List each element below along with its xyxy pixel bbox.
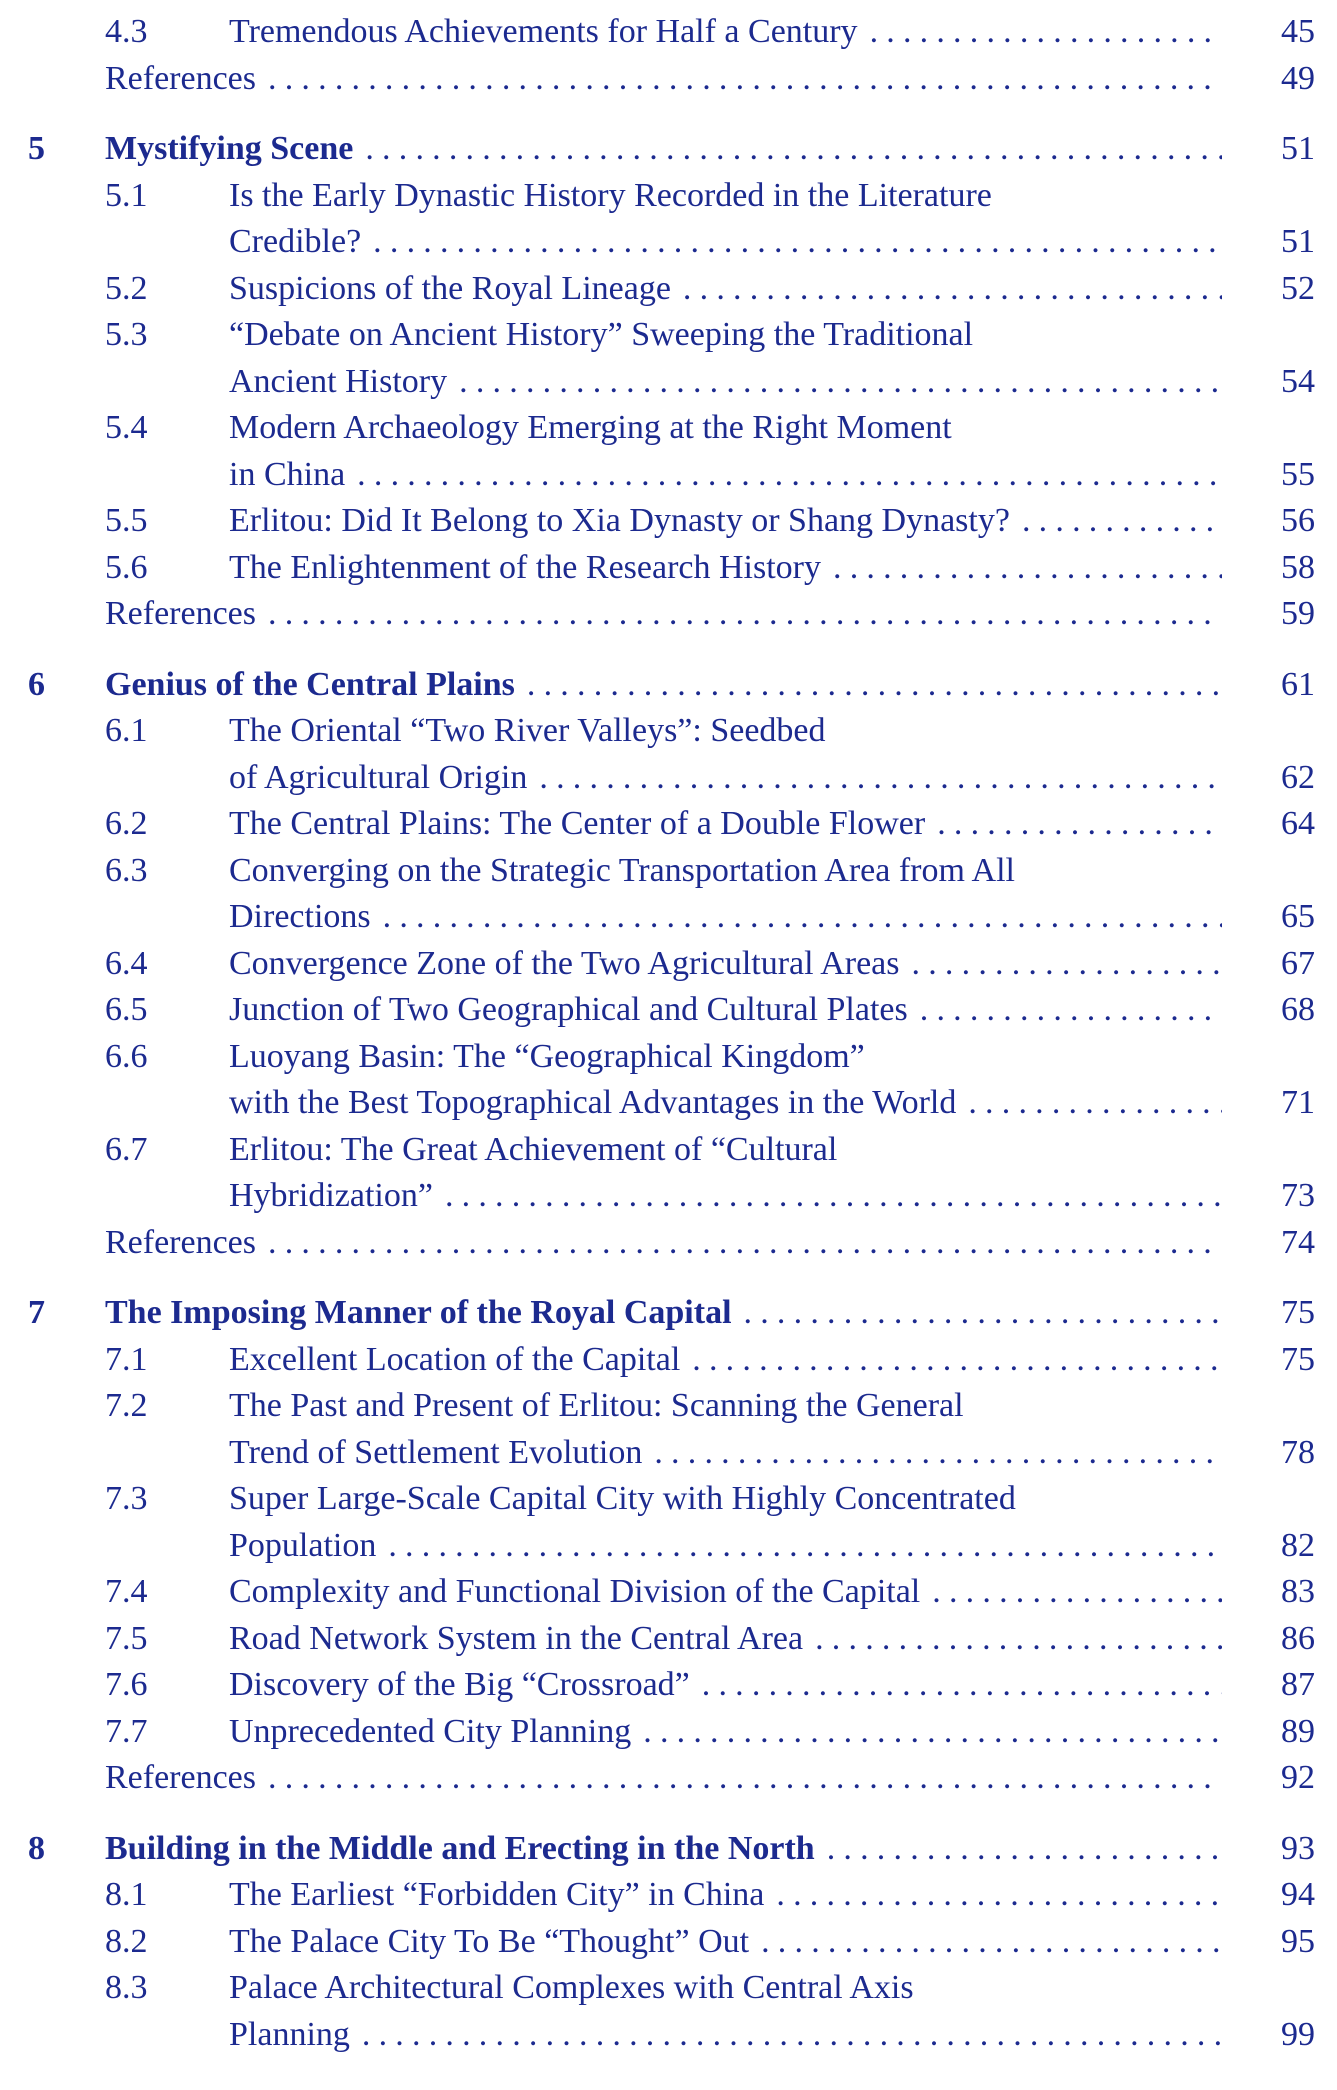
entry-title-text: Hybridization” xyxy=(229,1177,433,1214)
dot-leader xyxy=(956,1083,1222,1123)
section-entry[interactable] xyxy=(0,176,1337,216)
chapter-entry[interactable] xyxy=(0,1293,1337,1333)
section-entry[interactable] xyxy=(0,851,1337,891)
entry-title-text: The Enlightenment of the Research History xyxy=(229,549,821,586)
section-entry[interactable] xyxy=(0,711,1337,751)
entry-title-line xyxy=(229,501,1222,541)
entry-title-line xyxy=(229,1619,1222,1659)
page-number: 87 xyxy=(1281,1666,1315,1703)
section-number: 5.4 xyxy=(105,409,148,446)
chapter-entry[interactable] xyxy=(0,1829,1337,1869)
section-entry[interactable] xyxy=(0,269,1337,309)
entry-title-text: The Oriental “Two River Valleys”: Seedbed xyxy=(229,712,826,749)
entry-title-line xyxy=(105,1223,1222,1263)
section-entry[interactable] xyxy=(0,1712,1337,1752)
section-entry[interactable] xyxy=(0,315,1337,355)
entry-title-line xyxy=(229,222,1222,262)
dot-leader xyxy=(527,758,1222,798)
page-number: 99 xyxy=(1281,2016,1315,2053)
dot-leader xyxy=(749,1922,1222,1962)
dot-leader xyxy=(925,804,1222,844)
page-number: 82 xyxy=(1281,1527,1315,1564)
section-entry[interactable] xyxy=(0,1340,1337,1380)
entry-title-line xyxy=(105,1758,1222,1798)
section-number: 5.2 xyxy=(105,270,148,307)
dot-leader xyxy=(371,897,1222,937)
section-number: 8.1 xyxy=(105,1876,148,1913)
entry-title-line xyxy=(229,758,1222,798)
chapter-number: 6 xyxy=(28,666,45,703)
section-number: 7.3 xyxy=(105,1480,148,1517)
dot-leader xyxy=(361,222,1222,262)
entry-title-line xyxy=(229,269,1222,309)
page-number: 67 xyxy=(1281,945,1315,982)
entry-title-line xyxy=(105,59,1222,99)
section-entry-continuation[interactable] xyxy=(0,2015,1337,2055)
entry-title-line xyxy=(229,176,1222,216)
page-number: 74 xyxy=(1281,1224,1315,1261)
section-number: 7.5 xyxy=(105,1620,148,1657)
section-entry[interactable] xyxy=(0,1922,1337,1962)
dot-leader xyxy=(764,1875,1222,1915)
dot-leader xyxy=(821,548,1222,588)
page-number: 92 xyxy=(1281,1759,1315,1796)
entry-title-text: Road Network System in the Central Area xyxy=(229,1620,804,1657)
page-number: 68 xyxy=(1281,991,1315,1028)
entry-title-line xyxy=(229,851,1222,891)
section-entry[interactable] xyxy=(0,804,1337,844)
entry-title-text: Converging on the Strategic Transportation Area from All xyxy=(229,852,1016,889)
page-number: 89 xyxy=(1281,1713,1315,1750)
references-entry[interactable] xyxy=(0,1758,1337,1798)
chapter-entry[interactable] xyxy=(0,129,1337,169)
entry-title-text: The Palace City To Be “Thought” Out xyxy=(229,1923,750,1960)
entry-title-text: Super Large-Scale Capital City with Highly Concentrated xyxy=(229,1480,1016,1517)
section-number: 6.7 xyxy=(105,1131,148,1168)
entry-title-text: “Debate on Ancient History” Sweeping the Traditional xyxy=(229,316,974,353)
dot-leader xyxy=(256,59,1222,99)
section-entry[interactable] xyxy=(0,1665,1337,1705)
page-number: 65 xyxy=(1281,898,1315,935)
entry-title-line xyxy=(229,1433,1222,1473)
page-number: 56 xyxy=(1281,502,1315,539)
section-number: 6.6 xyxy=(105,1038,148,1075)
entry-title-line xyxy=(105,1829,1222,1869)
section-entry[interactable] xyxy=(0,1386,1337,1426)
section-entry[interactable] xyxy=(0,1968,1337,2008)
dot-leader xyxy=(353,129,1222,169)
dot-leader xyxy=(256,1223,1222,1263)
entry-title-line xyxy=(105,129,1222,169)
entry-title-text: The Earliest “Forbidden City” in China xyxy=(229,1876,765,1913)
references-entry[interactable] xyxy=(0,594,1337,634)
dot-leader xyxy=(803,1619,1222,1659)
page-number: 51 xyxy=(1281,130,1315,167)
dot-leader xyxy=(690,1665,1222,1705)
dot-leader xyxy=(345,455,1222,495)
page-number: 71 xyxy=(1281,1084,1315,1121)
section-number: 6.1 xyxy=(105,712,148,749)
entry-title-line xyxy=(229,362,1222,402)
entry-title-text: Trend of Settlement Evolution xyxy=(229,1434,643,1471)
section-entry[interactable] xyxy=(0,548,1337,588)
section-number: 7.6 xyxy=(105,1666,148,1703)
entry-title-text: Planning xyxy=(229,2016,350,2053)
section-entry[interactable] xyxy=(0,12,1337,52)
entry-title-line xyxy=(105,1293,1222,1333)
page-number: 59 xyxy=(1281,595,1315,632)
chapter-entry[interactable] xyxy=(0,665,1337,705)
entry-title-text: Credible? xyxy=(229,223,362,260)
entry-title-text: Complexity and Functional Division of the Capital xyxy=(229,1573,921,1610)
section-entry-continuation[interactable] xyxy=(0,897,1337,937)
entry-title-text: References xyxy=(105,60,257,97)
page-number: 62 xyxy=(1281,759,1315,796)
page-number: 93 xyxy=(1281,1830,1315,1867)
page-number: 95 xyxy=(1281,1923,1315,1960)
section-number: 6.5 xyxy=(105,991,148,1028)
entry-title-text: Palace Architectural Complexes with Central Axis xyxy=(229,1969,914,2006)
section-number: 7.4 xyxy=(105,1573,148,1610)
entry-title-text: Building in the Middle and Erecting in the North xyxy=(105,1830,815,1867)
page-number: 45 xyxy=(1281,13,1315,50)
dot-leader xyxy=(815,1829,1222,1869)
entry-title-text: The Central Plains: The Center of a Double Flower xyxy=(229,805,926,842)
page-number: 52 xyxy=(1281,270,1315,307)
section-entry[interactable] xyxy=(0,944,1337,984)
section-entry-continuation[interactable] xyxy=(0,758,1337,798)
chapter-number: 5 xyxy=(28,130,45,167)
page-number: 49 xyxy=(1281,60,1315,97)
section-entry-continuation[interactable] xyxy=(0,1433,1337,1473)
chapter-number: 8 xyxy=(28,1830,45,1867)
entry-title-text: Population xyxy=(229,1527,377,1564)
entry-title-line xyxy=(229,548,1222,588)
section-entry[interactable] xyxy=(0,990,1337,1030)
page-number: 58 xyxy=(1281,549,1315,586)
section-number: 6.3 xyxy=(105,852,148,889)
entry-title-line xyxy=(229,2015,1222,2055)
dot-leader xyxy=(376,1526,1222,1566)
section-entry-continuation[interactable] xyxy=(0,222,1337,262)
entry-title-line xyxy=(229,1572,1222,1612)
page-number: 73 xyxy=(1281,1177,1315,1214)
references-entry[interactable] xyxy=(0,59,1337,99)
dot-leader xyxy=(515,665,1222,705)
section-number: 8.2 xyxy=(105,1923,148,1960)
entry-title-text: Suspicions of the Royal Lineage xyxy=(229,270,671,307)
section-number: 5.6 xyxy=(105,549,148,586)
entry-title-text: References xyxy=(105,595,257,632)
dot-leader xyxy=(732,1293,1222,1333)
entry-title-line xyxy=(229,1386,1222,1426)
entry-title-text: Convergence Zone of the Two Agricultural Areas xyxy=(229,945,900,982)
page-number: 83 xyxy=(1281,1573,1315,1610)
section-number: 4.3 xyxy=(105,13,148,50)
dot-leader xyxy=(920,1572,1222,1612)
section-number: 6.4 xyxy=(105,945,148,982)
entry-title-text: The Past and Present of Erlitou: Scanning the General xyxy=(229,1387,964,1424)
dot-leader xyxy=(900,944,1222,984)
dot-leader xyxy=(642,1433,1222,1473)
entry-title-line xyxy=(229,711,1222,751)
entry-title-text: References xyxy=(105,1759,257,1796)
page-number: 75 xyxy=(1281,1294,1315,1331)
entry-title-line xyxy=(229,990,1222,1030)
section-number: 6.2 xyxy=(105,805,148,842)
section-entry[interactable] xyxy=(0,1875,1337,1915)
section-number: 7.1 xyxy=(105,1341,148,1378)
entry-title-line xyxy=(229,1526,1222,1566)
entry-title-text: Unprecedented City Planning xyxy=(229,1713,632,1750)
entry-title-text: with the Best Topographical Advantages in the World xyxy=(229,1084,957,1121)
page-number: 78 xyxy=(1281,1434,1315,1471)
entry-title-line xyxy=(229,1083,1222,1123)
entry-title-line xyxy=(229,1922,1222,1962)
section-entry[interactable] xyxy=(0,1619,1337,1659)
dot-leader xyxy=(256,594,1222,634)
section-entry[interactable] xyxy=(0,1479,1337,1519)
dot-leader xyxy=(680,1340,1222,1380)
entry-title-text: Mystifying Scene xyxy=(105,130,354,167)
dot-leader xyxy=(671,269,1222,309)
entry-title-text: in China xyxy=(229,456,346,493)
entry-title-text: Luoyang Basin: The “Geographical Kingdom” xyxy=(229,1038,865,1075)
dot-leader xyxy=(858,12,1222,52)
entry-title-line xyxy=(229,1037,1222,1077)
entry-title-line xyxy=(229,455,1222,495)
entry-title-text: Ancient History xyxy=(229,363,448,400)
section-entry[interactable] xyxy=(0,501,1337,541)
section-number: 7.7 xyxy=(105,1713,148,1750)
entry-title-line xyxy=(229,1712,1222,1752)
page-number: 94 xyxy=(1281,1876,1315,1913)
section-number: 7.2 xyxy=(105,1387,148,1424)
entry-title-line xyxy=(229,804,1222,844)
dot-leader xyxy=(631,1712,1222,1752)
section-entry[interactable] xyxy=(0,408,1337,448)
section-entry[interactable] xyxy=(0,1130,1337,1170)
entry-title-text: of Agricultural Origin xyxy=(229,759,528,796)
entry-title-text: Junction of Two Geographical and Cultural Plates xyxy=(229,991,908,1028)
page-number: 61 xyxy=(1281,666,1315,703)
entry-title-text: Erlitou: The Great Achievement of “Cultural xyxy=(229,1131,838,1168)
entry-title-text: Is the Early Dynastic History Recorded in the Literature xyxy=(229,177,992,214)
entry-title-text: Modern Archaeology Emerging at the Right Moment xyxy=(229,409,952,446)
entry-title-text: Erlitou: Did It Belong to Xia Dynasty or Shang Dynasty? xyxy=(229,502,1010,539)
section-number: 5.1 xyxy=(105,177,148,214)
references-entry[interactable] xyxy=(0,1223,1337,1263)
chapter-number: 7 xyxy=(28,1294,45,1331)
entry-title-line xyxy=(229,1130,1222,1170)
dot-leader xyxy=(350,2015,1222,2055)
entry-title-text: References xyxy=(105,1224,257,1261)
entry-title-line xyxy=(229,1176,1222,1216)
section-number: 5.5 xyxy=(105,502,148,539)
entry-title-text: Genius of the Central Plains xyxy=(105,666,515,703)
entry-title-line xyxy=(229,315,1222,355)
page-number: 75 xyxy=(1281,1341,1315,1378)
entry-title-line xyxy=(105,594,1222,634)
entry-title-line xyxy=(105,665,1222,705)
section-entry-continuation[interactable] xyxy=(0,362,1337,402)
entry-title-text: Tremendous Achievements for Half a Century xyxy=(229,13,858,50)
entry-title-text: Directions xyxy=(229,898,371,935)
section-entry[interactable] xyxy=(0,1037,1337,1077)
entry-title-line xyxy=(229,1340,1222,1380)
entry-title-line xyxy=(229,1665,1222,1705)
entry-title-line xyxy=(229,897,1222,937)
section-entry-continuation[interactable] xyxy=(0,1526,1337,1566)
dot-leader xyxy=(447,362,1222,402)
entry-title-text: Discovery of the Big “Crossroad” xyxy=(229,1666,690,1703)
section-entry-continuation[interactable] xyxy=(0,1083,1337,1123)
entry-title-line xyxy=(229,1479,1222,1519)
dot-leader xyxy=(1010,501,1222,541)
page-number: 54 xyxy=(1281,363,1315,400)
entry-title-line xyxy=(229,12,1222,52)
section-number: 5.3 xyxy=(105,316,148,353)
entry-title-line xyxy=(229,408,1222,448)
page-number: 86 xyxy=(1281,1620,1315,1657)
section-number: 8.3 xyxy=(105,1969,148,2006)
page-number: 55 xyxy=(1281,456,1315,493)
page-number: 64 xyxy=(1281,805,1315,842)
dot-leader xyxy=(908,990,1222,1030)
entry-title-line xyxy=(229,944,1222,984)
dot-leader xyxy=(433,1176,1222,1216)
page-number: 51 xyxy=(1281,223,1315,260)
entry-title-text: Excellent Location of the Capital xyxy=(229,1341,681,1378)
entry-title-line xyxy=(229,1875,1222,1915)
section-entry[interactable] xyxy=(0,1572,1337,1612)
section-entry-continuation[interactable] xyxy=(0,1176,1337,1216)
dot-leader xyxy=(256,1758,1222,1798)
section-entry-continuation[interactable] xyxy=(0,455,1337,495)
entry-title-line xyxy=(229,1968,1222,2008)
entry-title-text: The Imposing Manner of the Royal Capital xyxy=(105,1294,732,1331)
